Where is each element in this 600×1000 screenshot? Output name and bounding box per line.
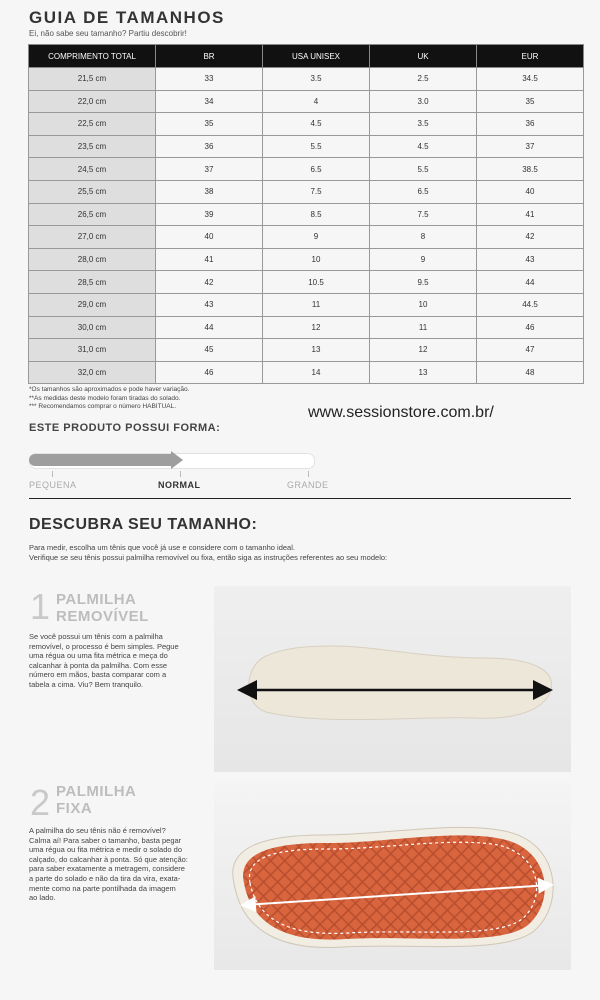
- table-cell-size: 45: [156, 339, 263, 362]
- step-text-line: uma régua ou uma fita métrica e meça do: [29, 651, 168, 661]
- intro-line: Para medir, escolha um tênis que você já use e considere com o tamanho ideal.: [29, 543, 295, 552]
- forma-arrow-icon: [171, 451, 183, 469]
- table-cell-size: 44: [477, 271, 584, 294]
- table-cell-length: 28,5 cm: [29, 271, 156, 294]
- table-cell-length: 22,5 cm: [29, 113, 156, 136]
- table-cell-length: 27,0 cm: [29, 226, 156, 249]
- note-line: *** Recomendamos comprar o número HABITUAL.: [29, 403, 177, 410]
- table-cell-size: 39: [156, 203, 263, 226]
- step-title-line: REMOVÍVEL: [56, 608, 149, 625]
- table-cell-size: 7.5: [370, 203, 477, 226]
- table-cell-size: 10: [370, 293, 477, 316]
- table-cell-size: 47: [477, 339, 584, 362]
- step-text: [29, 632, 205, 690]
- table-cell-size: 11: [263, 293, 370, 316]
- column-header-eur: EUR: [477, 45, 584, 68]
- table-row: [29, 248, 584, 271]
- table-cell-length: 23,5 cm: [29, 135, 156, 158]
- forma-scale-fill: [29, 454, 172, 466]
- step-title: [56, 591, 149, 625]
- step-text-line: para saber exatamente a metragem, considere: [29, 864, 185, 874]
- step-number: 1: [30, 586, 51, 627]
- sole-photo: [214, 783, 571, 970]
- table-row: [29, 271, 584, 294]
- table-cell-size: 41: [156, 248, 263, 271]
- table-cell-size: 3.5: [370, 113, 477, 136]
- step-text-line: A palmilha do seu tênis não é removível?: [29, 826, 166, 835]
- table-cell-size: 38.5: [477, 158, 584, 181]
- table-cell-size: 43: [477, 248, 584, 271]
- page-title: GUIA DE TAMANHOS: [29, 8, 225, 27]
- table-row: [29, 180, 584, 203]
- table-cell-size: 9.5: [370, 271, 477, 294]
- size-notes: [29, 386, 189, 412]
- table-cell-length: 21,5 cm: [29, 68, 156, 91]
- table-cell-size: 13: [370, 361, 477, 384]
- table-cell-size: 8: [370, 226, 477, 249]
- table-cell-length: 28,0 cm: [29, 248, 156, 271]
- table-cell-length: 25,5 cm: [29, 180, 156, 203]
- step-text-line: Se você possui um tênis com a palmilha: [29, 632, 163, 641]
- table-cell-size: 8.5: [263, 203, 370, 226]
- insole-photo: [214, 586, 571, 772]
- table-cell-size: 44: [156, 316, 263, 339]
- table-cell-size: 12: [370, 339, 477, 362]
- table-cell-length: 24,5 cm: [29, 158, 156, 181]
- table-cell-size: 38: [156, 180, 263, 203]
- step-number: 2: [30, 782, 51, 823]
- forma-label-pequena: PEQUENA: [29, 480, 77, 490]
- column-header-uk: UK: [370, 45, 477, 68]
- descubra-intro: [29, 543, 549, 563]
- table-cell-size: 44.5: [477, 293, 584, 316]
- table-row: [29, 339, 584, 362]
- table-cell-size: 3.5: [263, 68, 370, 91]
- table-cell-size: 11: [370, 316, 477, 339]
- step-text: [29, 826, 205, 903]
- step-text-line: número em mãos, basta comparar com a: [29, 670, 167, 680]
- table-cell-size: 13: [263, 339, 370, 362]
- table-cell-size: 6.5: [370, 180, 477, 203]
- intro-line: Verifique se seu tênis possui palmilha removível ou fixa, então siga as instruções referentes ao seu modelo:: [29, 553, 388, 562]
- table-cell-size: 34.5: [477, 68, 584, 91]
- table-cell-size: 34: [156, 90, 263, 113]
- table-header-row: [29, 45, 584, 68]
- table-row: [29, 135, 584, 158]
- table-cell-size: 2.5: [370, 68, 477, 91]
- step-text-line: Calma aí! Para saber o tamanho, basta pegar: [29, 835, 182, 845]
- table-cell-size: 12: [263, 316, 370, 339]
- step-text-line: calçado, do calcanhar à ponta. Só que atenção:: [29, 854, 188, 864]
- table-cell-size: 4.5: [263, 113, 370, 136]
- tick-mark: [308, 471, 309, 477]
- forma-title: ESTE PRODUTO POSSUI FORMA:: [29, 422, 221, 434]
- table-row: [29, 90, 584, 113]
- table-row: [29, 113, 584, 136]
- store-url-link[interactable]: www.sessionstore.com.br/: [308, 404, 494, 421]
- table-cell-size: 9: [370, 248, 477, 271]
- table-cell-size: 40: [156, 226, 263, 249]
- table-cell-size: 42: [477, 226, 584, 249]
- forma-label-grande: GRANDE: [287, 480, 329, 490]
- tick-mark: [180, 471, 181, 477]
- step-text-line: mente como na parte pontilhada da imagem: [29, 883, 176, 893]
- section-divider: [29, 498, 571, 499]
- table-cell-size: 40: [477, 180, 584, 203]
- table-cell-size: 33: [156, 68, 263, 91]
- column-header-comprimento: COMPRIMENTO TOTAL: [29, 45, 156, 68]
- table-row: [29, 226, 584, 249]
- step-text-line: removível, o processo é bem simples. Pegue: [29, 641, 179, 651]
- table-cell-length: 30,0 cm: [29, 316, 156, 339]
- table-row: [29, 158, 584, 181]
- table-cell-size: 37: [156, 158, 263, 181]
- step-title-line: FIXA: [56, 800, 93, 817]
- table-cell-size: 5.5: [370, 158, 477, 181]
- size-table: [28, 44, 584, 384]
- table-cell-size: 43: [156, 293, 263, 316]
- table-cell-size: 3.0: [370, 90, 477, 113]
- note-line: **As medidas deste modelo foram tiradas do solado.: [29, 394, 181, 402]
- step-text-line: ao lado.: [29, 893, 56, 903]
- step-text-line: a parte do solado e não da tira da vira, exata-: [29, 873, 181, 883]
- table-row: [29, 68, 584, 91]
- descubra-title: DESCUBRA SEU TAMANHO:: [29, 516, 258, 533]
- table-cell-size: 5.5: [263, 135, 370, 158]
- table-cell-size: 10: [263, 248, 370, 271]
- table-cell-size: 10.5: [263, 271, 370, 294]
- step-text-line: tabela a cima. Viu? Bem tranquilo.: [29, 679, 144, 689]
- table-cell-size: 42: [156, 271, 263, 294]
- table-row: [29, 361, 584, 384]
- table-cell-size: 35: [477, 90, 584, 113]
- table-cell-size: 6.5: [263, 158, 370, 181]
- step-text-line: calcanhar à ponta da palmilha. Com esse: [29, 660, 167, 670]
- step-text-line: uma régua ou fita métrica e medir o solado do: [29, 845, 182, 855]
- table-cell-size: 36: [156, 135, 263, 158]
- table-row: [29, 316, 584, 339]
- table-cell-size: 48: [477, 361, 584, 384]
- table-cell-length: 32,0 cm: [29, 361, 156, 384]
- table-cell-size: 46: [156, 361, 263, 384]
- column-header-br: BR: [156, 45, 263, 68]
- table-cell-length: 31,0 cm: [29, 339, 156, 362]
- step-title-line: PALMILHA: [56, 591, 137, 608]
- table-cell-size: 35: [156, 113, 263, 136]
- table-cell-size: 14: [263, 361, 370, 384]
- table-cell-size: 7.5: [263, 180, 370, 203]
- table-cell-size: 46: [477, 316, 584, 339]
- table-cell-size: 36: [477, 113, 584, 136]
- table-cell-size: 4: [263, 90, 370, 113]
- table-cell-size: 37: [477, 135, 584, 158]
- tick-mark: [52, 471, 53, 477]
- table-cell-size: 41: [477, 203, 584, 226]
- note-line: *Os tamanhos são aproximados e pode haver variação.: [29, 386, 190, 393]
- table-cell-length: 26,5 cm: [29, 203, 156, 226]
- table-row: [29, 293, 584, 316]
- step-title-line: PALMILHA: [56, 783, 137, 800]
- table-cell-length: 29,0 cm: [29, 293, 156, 316]
- column-header-usa: USA UNISEX: [263, 45, 370, 68]
- table-cell-length: 22,0 cm: [29, 90, 156, 113]
- table-cell-size: 4.5: [370, 135, 477, 158]
- table-row: [29, 203, 584, 226]
- step-title: [56, 783, 136, 817]
- table-cell-size: 9: [263, 226, 370, 249]
- page-subtitle: Ei, não sabe seu tamanho? Partiu descobrir!: [29, 29, 187, 38]
- forma-label-normal: NORMAL: [158, 480, 201, 490]
